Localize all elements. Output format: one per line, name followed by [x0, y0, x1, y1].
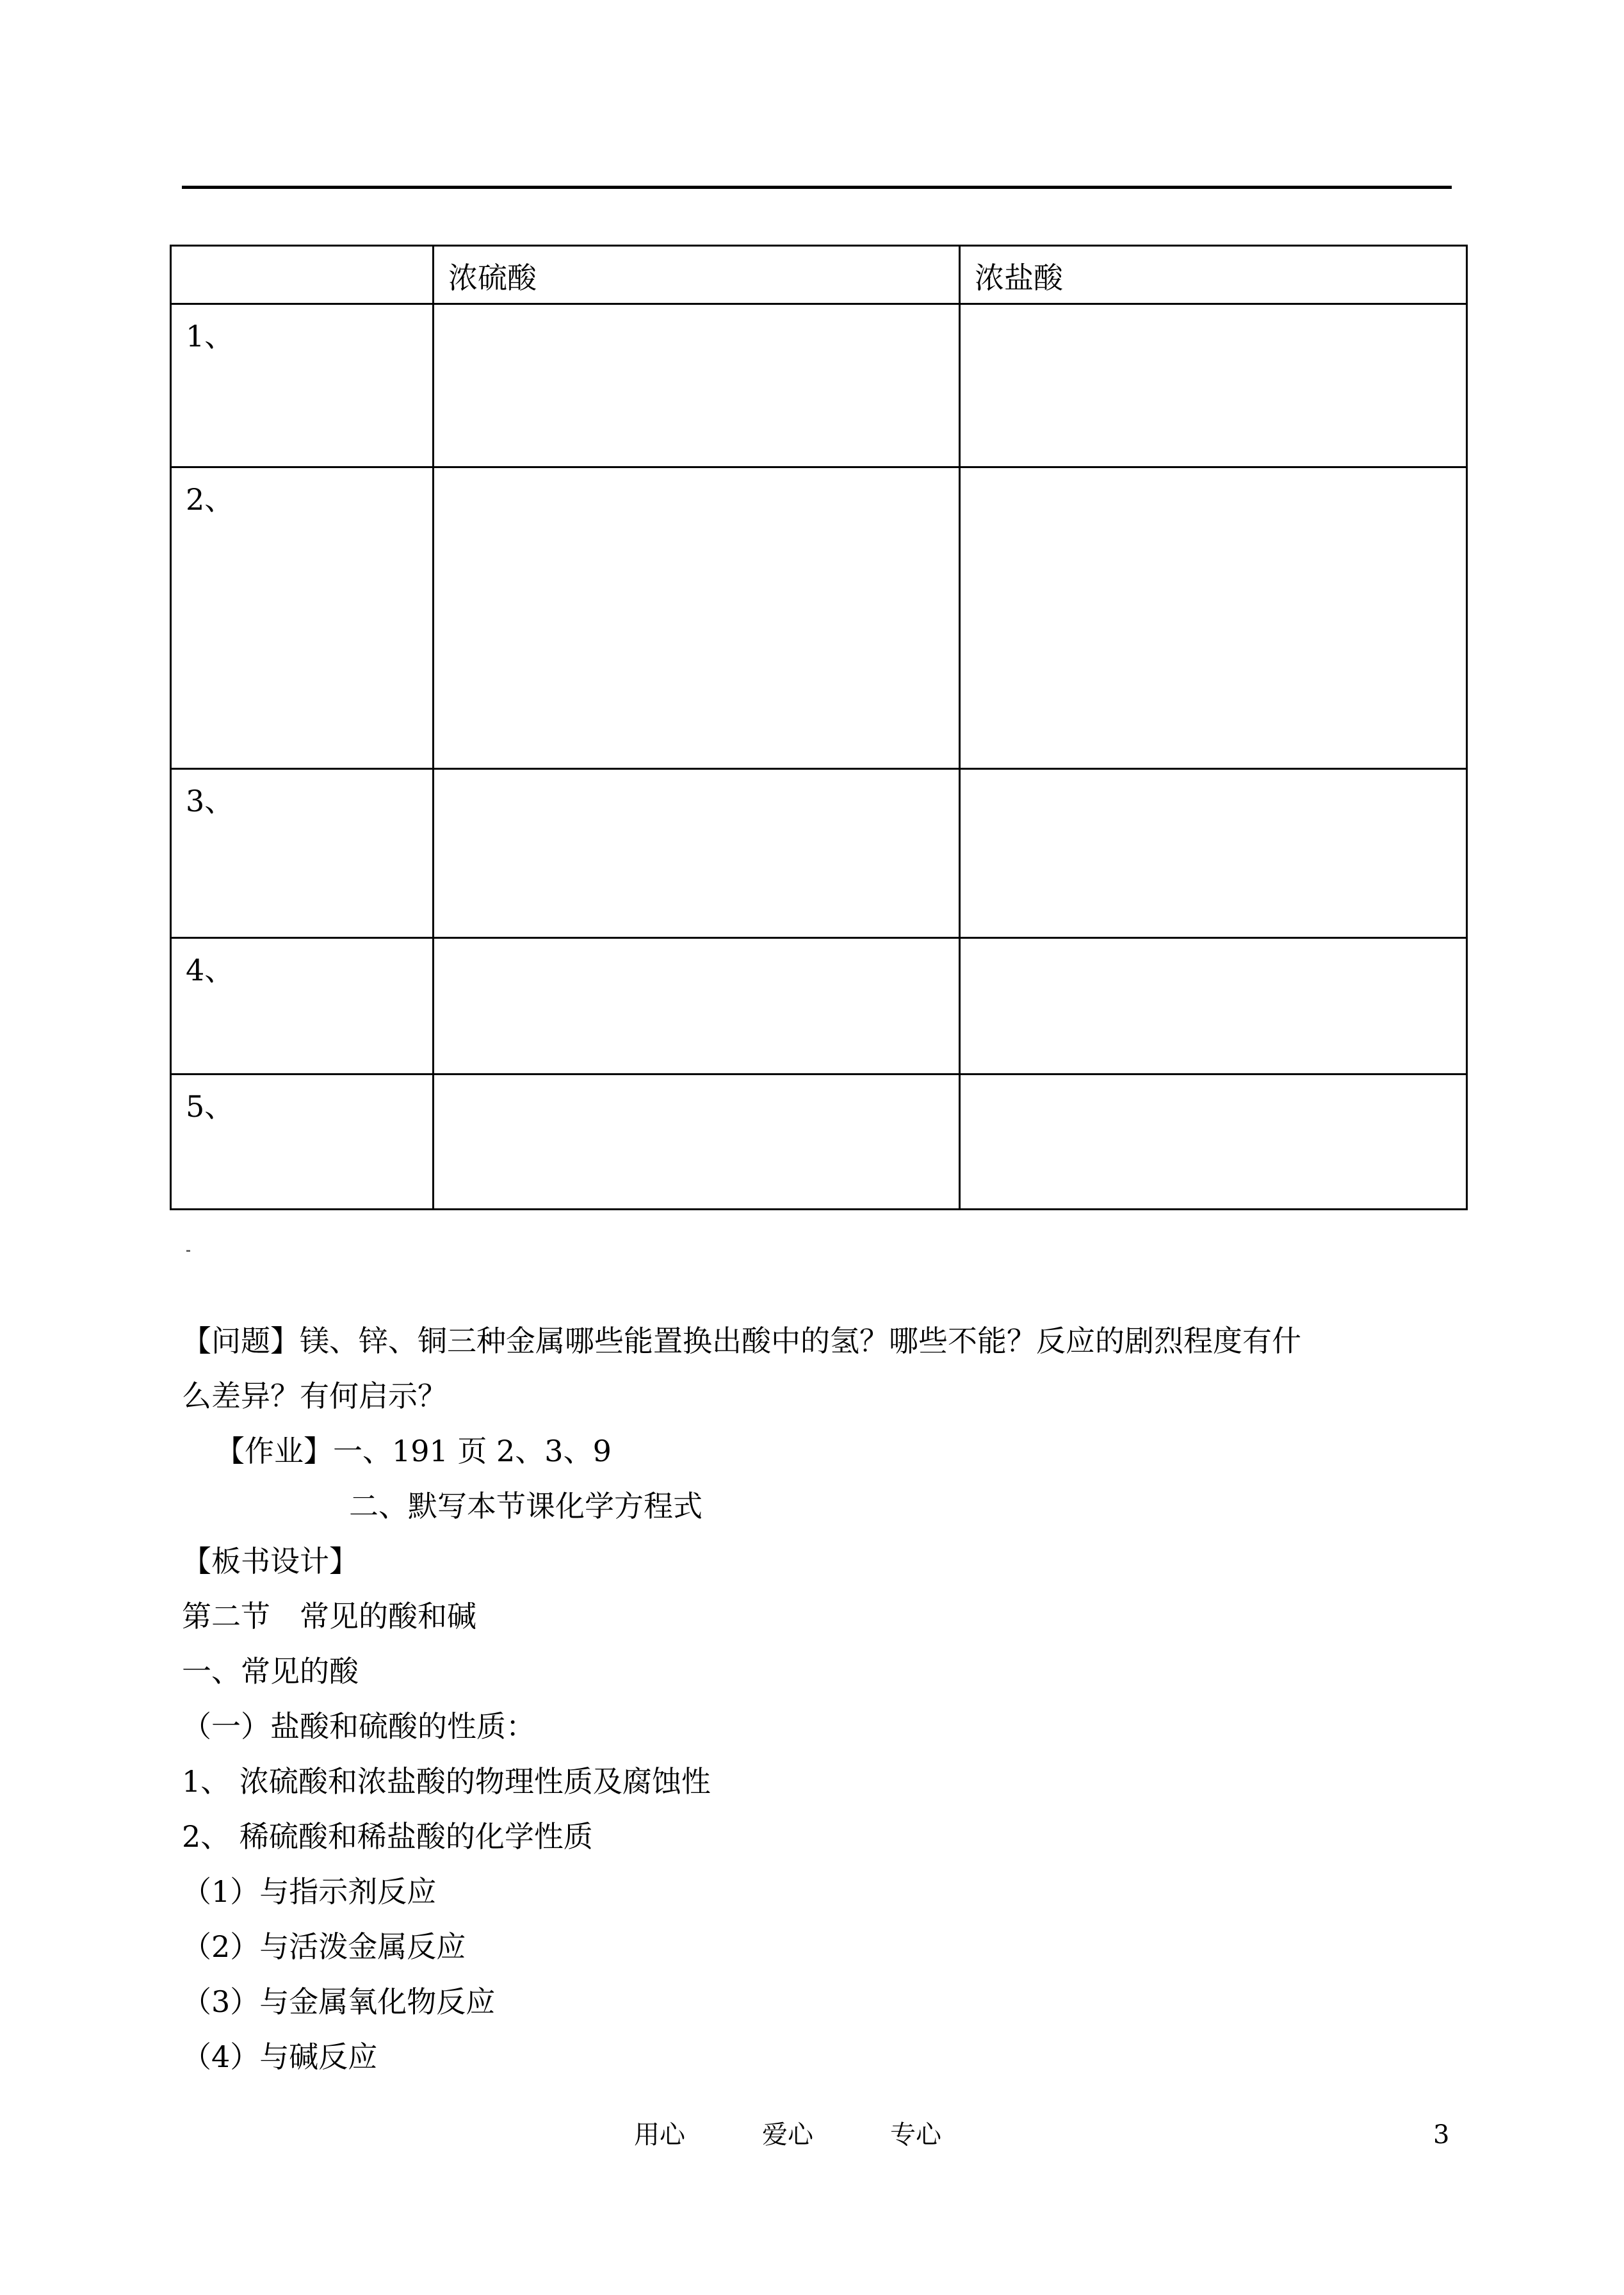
table-cell: [434, 1075, 960, 1210]
question-line-1: 【问题】镁、锌、铜三种金属哪些能置换出酸中的氢？哪些不能？反应的剧烈程度有什: [182, 1324, 1301, 1358]
footer-word-2: 爱心: [762, 2120, 813, 2150]
list-item: 1、 浓硫酸和浓盐酸的物理性质及腐蚀性: [182, 1764, 711, 1799]
table-cell: [434, 467, 960, 769]
table-header-row: [171, 246, 1467, 304]
row-number: 3、: [171, 769, 434, 938]
table-cell: [434, 938, 960, 1075]
table-row: [171, 467, 1467, 769]
table-cell: [434, 304, 960, 467]
list-item: 2、 稀硫酸和稀盐酸的化学性质: [182, 1819, 593, 1854]
row-number: 2、: [171, 467, 434, 769]
homework-line-1: 【作业】一、191 页 2、3、9: [215, 1434, 612, 1468]
footer-word-3: 专心: [890, 2120, 941, 2150]
row-number: 4、: [171, 938, 434, 1075]
table-cell: [960, 304, 1467, 467]
table-cell: [960, 467, 1467, 769]
homework-line-2: 二、默写本节课化学方程式: [349, 1489, 702, 1523]
table-row: [171, 1075, 1467, 1210]
table-header-hydrochloric-acid: 浓盐酸: [960, 246, 1467, 304]
table-cell: [960, 938, 1467, 1075]
row-number: 1、: [171, 304, 434, 467]
table-row: [171, 938, 1467, 1075]
page-number: 3: [1433, 2120, 1450, 2150]
header-rule: [182, 186, 1452, 189]
list-item: （3）与金属氧化物反应: [182, 1984, 496, 2019]
table-cell: [960, 769, 1467, 938]
list-item: （4）与碱反应: [182, 2040, 378, 2074]
section-title: 第二节 常见的酸和碱: [182, 1599, 476, 1634]
list-item: （2）与活泼金属反应: [182, 1929, 466, 1964]
comparison-table: [170, 245, 1468, 1210]
list-item: （1）与指示剂反应: [182, 1874, 437, 1909]
table-row: [171, 304, 1467, 467]
table-cell: [960, 1075, 1467, 1210]
footer-word-1: 用心: [634, 2120, 685, 2150]
table-cell: [434, 769, 960, 938]
subheading-acids: 一、常见的酸: [182, 1654, 359, 1689]
board-design-heading: 【板书设计】: [182, 1544, 359, 1578]
table-header-blank: [171, 246, 434, 304]
table-row: [171, 769, 1467, 938]
stray-mark: [186, 1250, 190, 1252]
table-header-sulfuric-acid: 浓硫酸: [434, 246, 960, 304]
row-number: 5、: [171, 1075, 434, 1210]
subheading-properties: （一）盐酸和硫酸的性质：: [182, 1709, 535, 1744]
question-line-2: 么差异？有何启示？: [182, 1379, 447, 1413]
